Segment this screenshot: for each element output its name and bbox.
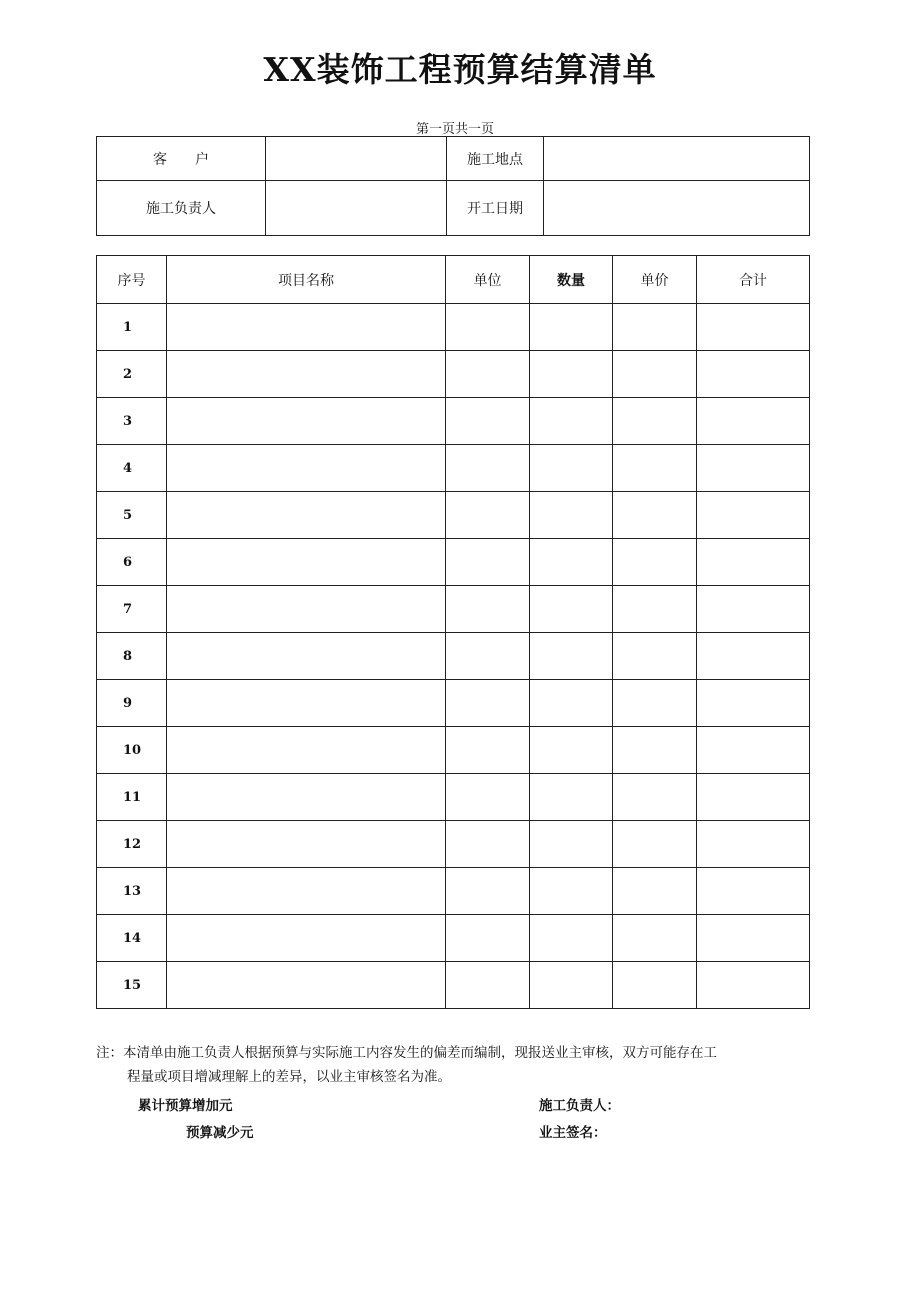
table-row (97, 445, 810, 492)
unit-cell[interactable] (446, 586, 530, 633)
table-row (97, 351, 810, 398)
total-cell[interactable] (697, 868, 810, 915)
total-cell[interactable] (697, 398, 810, 445)
unit-cell[interactable] (446, 398, 530, 445)
page-indicator: 第一页共一页 (415, 122, 494, 137)
quantity-cell[interactable] (530, 398, 613, 445)
header-row (97, 256, 810, 304)
owner-signature-label: 业主签名： (539, 1125, 607, 1141)
table-row (97, 821, 810, 868)
unit-cell[interactable] (446, 492, 530, 539)
total-cell[interactable] (697, 586, 810, 633)
unit-price-cell[interactable] (613, 633, 697, 680)
note-line-1: 注：本清单由施工负责人根据预算与实际施工内容发生的偏差而编制，现报送业主审核，双方可能存在工 (96, 1045, 717, 1061)
budget-items-table (96, 255, 810, 1009)
customer-label: 客 户 (97, 137, 266, 181)
unit-price-cell[interactable] (613, 962, 697, 1009)
note-line-2: 程量或项目增减理解上的差异，以业主审核签名为准。 (127, 1069, 451, 1085)
quantity-cell[interactable] (530, 915, 613, 962)
row-index: 9 (97, 680, 167, 727)
document-title: XX装饰工程预算结算清单 (263, 50, 657, 89)
row-index: 8 (97, 633, 167, 680)
unit-cell[interactable] (446, 680, 530, 727)
table-row (97, 586, 810, 633)
table-row (97, 962, 810, 1009)
table-row (97, 915, 810, 962)
quantity-cell[interactable] (530, 633, 613, 680)
total-cell[interactable] (697, 774, 810, 821)
unit-cell[interactable] (446, 633, 530, 680)
unit-price-cell[interactable] (613, 821, 697, 868)
quantity-cell[interactable] (530, 351, 613, 398)
unit-cell[interactable] (446, 915, 530, 962)
item-name-cell[interactable] (167, 962, 446, 1009)
quantity-cell[interactable] (530, 445, 613, 492)
quantity-cell[interactable] (530, 539, 613, 586)
table-row (97, 304, 810, 351)
item-name-cell[interactable] (167, 915, 446, 962)
budget-decrease-label: 预算减少元 (186, 1125, 254, 1141)
unit-cell[interactable] (446, 727, 530, 774)
unit-cell[interactable] (446, 774, 530, 821)
item-name-cell[interactable] (167, 633, 446, 680)
row-index: 2 (97, 351, 167, 398)
total-cell[interactable] (697, 962, 810, 1009)
total-cell[interactable] (697, 680, 810, 727)
unit-price-cell[interactable] (613, 351, 697, 398)
row-index: 15 (97, 962, 167, 1009)
header-quantity: 数量 (530, 256, 613, 304)
row-index: 6 (97, 539, 167, 586)
table-row (97, 492, 810, 539)
total-cell[interactable] (697, 727, 810, 774)
row-index: 4 (97, 445, 167, 492)
total-cell[interactable] (697, 821, 810, 868)
unit-price-cell[interactable] (613, 492, 697, 539)
quantity-cell[interactable] (530, 774, 613, 821)
row-index: 11 (97, 774, 167, 821)
item-name-cell[interactable] (167, 586, 446, 633)
site-label: 施工地点 (447, 137, 544, 181)
manager-label: 施工负责人 (97, 181, 266, 236)
row-index: 1 (97, 304, 167, 351)
quantity-cell[interactable] (530, 727, 613, 774)
budget-increase-label: 累计预算增加元 (138, 1098, 233, 1114)
site-field[interactable] (544, 137, 810, 181)
quantity-cell[interactable] (530, 821, 613, 868)
unit-price-cell[interactable] (613, 586, 697, 633)
item-name-cell[interactable] (167, 304, 446, 351)
unit-cell[interactable] (446, 868, 530, 915)
total-cell[interactable] (697, 304, 810, 351)
project-info-table (96, 136, 810, 236)
total-cell[interactable] (697, 633, 810, 680)
row-index: 7 (97, 586, 167, 633)
item-name-cell[interactable] (167, 868, 446, 915)
unit-cell[interactable] (446, 962, 530, 1009)
customer-field[interactable] (266, 137, 447, 181)
manager-field[interactable] (266, 181, 447, 236)
unit-cell[interactable] (446, 539, 530, 586)
unit-price-cell[interactable] (613, 868, 697, 915)
row-index: 3 (97, 398, 167, 445)
table-row (97, 868, 810, 915)
table-row (97, 774, 810, 821)
item-name-cell[interactable] (167, 821, 446, 868)
manager-signature-label: 施工负责人： (539, 1098, 620, 1114)
item-name-cell[interactable] (167, 445, 446, 492)
start-date-label: 开工日期 (447, 181, 544, 236)
unit-price-cell[interactable] (613, 680, 697, 727)
row-index: 13 (97, 868, 167, 915)
quantity-cell[interactable] (530, 304, 613, 351)
total-cell[interactable] (697, 539, 810, 586)
total-cell[interactable] (697, 492, 810, 539)
table-row (97, 633, 810, 680)
item-name-cell[interactable] (167, 727, 446, 774)
unit-cell[interactable] (446, 304, 530, 351)
quantity-cell[interactable] (530, 586, 613, 633)
unit-price-cell[interactable] (613, 445, 697, 492)
table-row (97, 727, 810, 774)
quantity-cell[interactable] (530, 868, 613, 915)
unit-price-cell[interactable] (613, 539, 697, 586)
item-name-cell[interactable] (167, 398, 446, 445)
row-index: 5 (97, 492, 167, 539)
row-index: 10 (97, 727, 167, 774)
header-total: 合计 (697, 256, 810, 304)
row-index: 12 (97, 821, 167, 868)
quantity-cell[interactable] (530, 680, 613, 727)
table-row (97, 398, 810, 445)
unit-price-cell[interactable] (613, 774, 697, 821)
item-name-cell[interactable] (167, 492, 446, 539)
start-date-field[interactable] (544, 181, 810, 236)
note-text (96, 1041, 818, 1089)
unit-cell[interactable] (446, 821, 530, 868)
total-cell[interactable] (697, 445, 810, 492)
header-item-name: 项目名称 (167, 256, 446, 304)
total-cell[interactable] (697, 351, 810, 398)
item-name-cell[interactable] (167, 351, 446, 398)
table-row (97, 539, 810, 586)
table-row (97, 680, 810, 727)
quantity-cell[interactable] (530, 962, 613, 1009)
unit-price-cell[interactable] (613, 398, 697, 445)
unit-price-cell[interactable] (613, 915, 697, 962)
header-index: 序号 (97, 256, 167, 304)
unit-cell[interactable] (446, 445, 530, 492)
unit-cell[interactable] (446, 351, 530, 398)
row-index: 14 (97, 915, 167, 962)
quantity-cell[interactable] (530, 492, 613, 539)
item-name-cell[interactable] (167, 680, 446, 727)
unit-price-cell[interactable] (613, 304, 697, 351)
header-unit-price: 单价 (613, 256, 697, 304)
total-cell[interactable] (697, 915, 810, 962)
header-unit: 单位 (446, 256, 530, 304)
item-name-cell[interactable] (167, 774, 446, 821)
unit-price-cell[interactable] (613, 727, 697, 774)
item-name-cell[interactable] (167, 539, 446, 586)
